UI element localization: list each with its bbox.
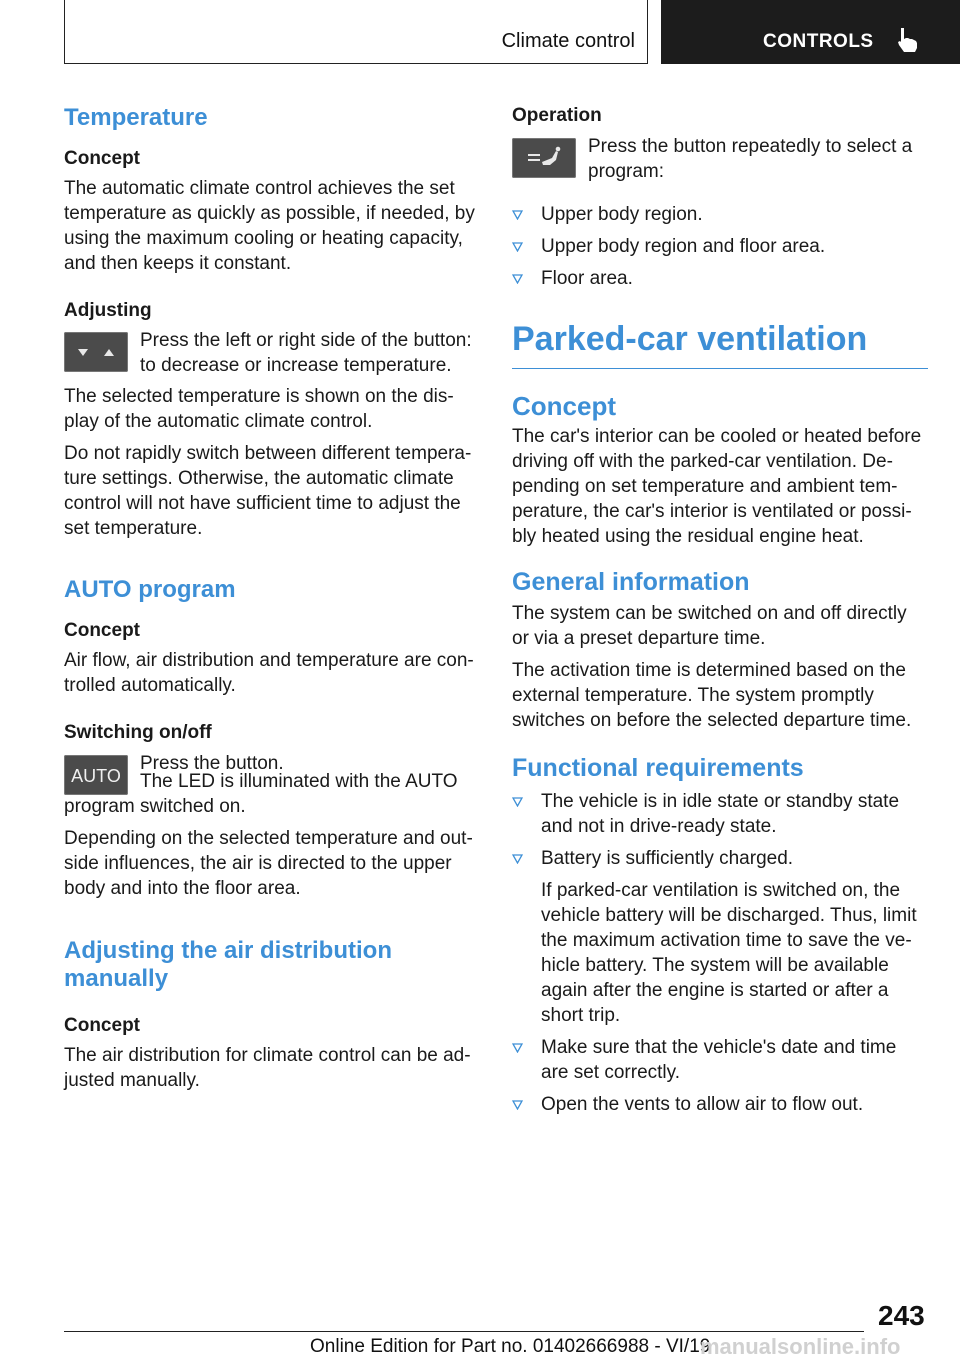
footer-rule <box>64 1331 864 1332</box>
operation-button-row <box>512 134 928 184</box>
selected-temperature-text: The selected temperature is shown on the dis-play of the automatic climate control. <box>64 386 454 433</box>
operation-heading: Operation <box>512 105 602 126</box>
air-distribution-button <box>512 138 576 178</box>
auto-press-text: Press the button. <box>140 752 284 774</box>
manual-concept-heading: Concept <box>64 1014 140 1036</box>
left-column <box>64 100 478 1093</box>
manual-distribution-heading: Adjusting the air distribution manually <box>64 936 392 992</box>
watermark: manualsonline.info <box>700 1334 901 1359</box>
adjusting-heading: Adjusting <box>64 299 152 321</box>
switching-heading: Switching on/off <box>64 721 212 743</box>
adjusting-text: Press the left or right side of the button: to decrease or increase temperature. <box>140 330 472 377</box>
manual-concept-text: The air distribution for climate control can be ad-justed manually. <box>64 1044 471 1091</box>
auto-depending-text: Depending on the selected temperature and out-side influences, the air is directed to the upper body and into the floor area. <box>64 827 473 899</box>
auto-concept-text: Air flow, air distribution and temperature are con-trolled automatically. <box>64 649 474 696</box>
temperature-heading: Temperature <box>64 104 208 131</box>
triangle-bullet-icon <box>512 854 523 864</box>
edition-text: Online Edition for Part no. 01402666988 - VI/19 <box>310 1336 711 1357</box>
triangle-bullet-icon <box>512 210 523 220</box>
list-item: Floor area. <box>512 266 928 291</box>
triangle-bullet-icon <box>512 797 523 807</box>
battery-note: If parked-car ventilation is switched on, the vehicle battery will be discharged. Thus, limit the maximum activation time to save the ve-hicle battery. The system will be available again after the engine is started or after a short trip. <box>541 879 917 1026</box>
temperature-button-row <box>64 328 478 378</box>
general-text-1: The system can be switched on and off directly or via a preset departure time. <box>512 602 907 649</box>
heading-rule <box>512 368 928 369</box>
list-item: Upper body region. <box>512 202 928 227</box>
auto-program-heading: AUTO program <box>64 576 236 604</box>
temperature-rocker-button <box>64 332 128 372</box>
triangle-bullet-icon <box>512 1100 523 1110</box>
air-distribution-icon <box>512 138 576 178</box>
temperature-arrows-icon <box>64 332 128 372</box>
parked-concept-text: The car's interior can be cooled or heated before driving off with the parked-car ventilation. De-pending on set temperature and ambient tem-perature, the car's interior is ventilated or possi-bly heated using the residual engine heat. <box>512 425 922 547</box>
chapter-label: CONTROLS <box>763 31 874 52</box>
parked-car-ventilation-heading: Parked-car ventilation <box>512 319 868 358</box>
list-item: The vehicle is in idle state or standby state and not in drive-ready state. <box>512 789 928 839</box>
page-number: 243 <box>878 1300 925 1331</box>
header-section-box <box>64 0 648 64</box>
triangle-bullet-icon <box>512 1043 523 1053</box>
header-chapter-tab <box>661 0 960 64</box>
list-item: Upper body region and floor area. <box>512 234 928 259</box>
list-item: Open the vents to allow air to flow out. <box>512 1092 928 1117</box>
general-information-heading: General information <box>512 567 750 596</box>
parked-concept-heading: Concept <box>512 390 616 421</box>
auto-button-icon <box>64 755 128 795</box>
temperature-concept-text: The automatic climate control achieves the set temperature as quickly as possible, if needed, by using the maximum cooling or heating capacity, and then keeps it constant. <box>64 177 475 274</box>
operation-press-text: Press the button repeatedly to select a program: <box>588 135 913 182</box>
auto-button-label: AUTO <box>71 765 121 786</box>
right-column <box>512 100 928 1117</box>
triangle-bullet-icon <box>512 242 523 252</box>
pointing-hand-icon <box>895 26 921 54</box>
triangle-bullet-icon <box>512 274 523 284</box>
functional-requirements-heading: Functional requirements <box>512 753 804 782</box>
auto-led-text: The LED is illuminated with the AUTO program switched on. <box>64 770 458 817</box>
list-item: Make sure that the vehicle's date and time are set correctly. <box>512 1035 928 1085</box>
general-text-2: The activation time is determined based on the external temperature. The system promptly switches on before the selected departure time. <box>512 659 912 731</box>
operation-program-list <box>512 202 928 291</box>
temperature-warning-text: Do not rapidly switch between different tempera-ture settings. Otherwise, the automatic climate control will not have sufficient time to adjust the set temperature. <box>64 443 472 540</box>
temperature-concept-heading: Concept <box>64 147 140 169</box>
list-item: Battery is sufficiently charged. If parked-car ventilation is switched on, the vehicle battery will be discharged. Thus, limit the maximum activation time to save the ve-hicle battery. The system will be available again after the engine is started or after a short trip. <box>512 846 928 1028</box>
section-title: Climate control <box>501 30 635 52</box>
auto-concept-heading: Concept <box>64 620 140 642</box>
auto-button <box>64 755 128 795</box>
requirements-list <box>512 789 928 1117</box>
